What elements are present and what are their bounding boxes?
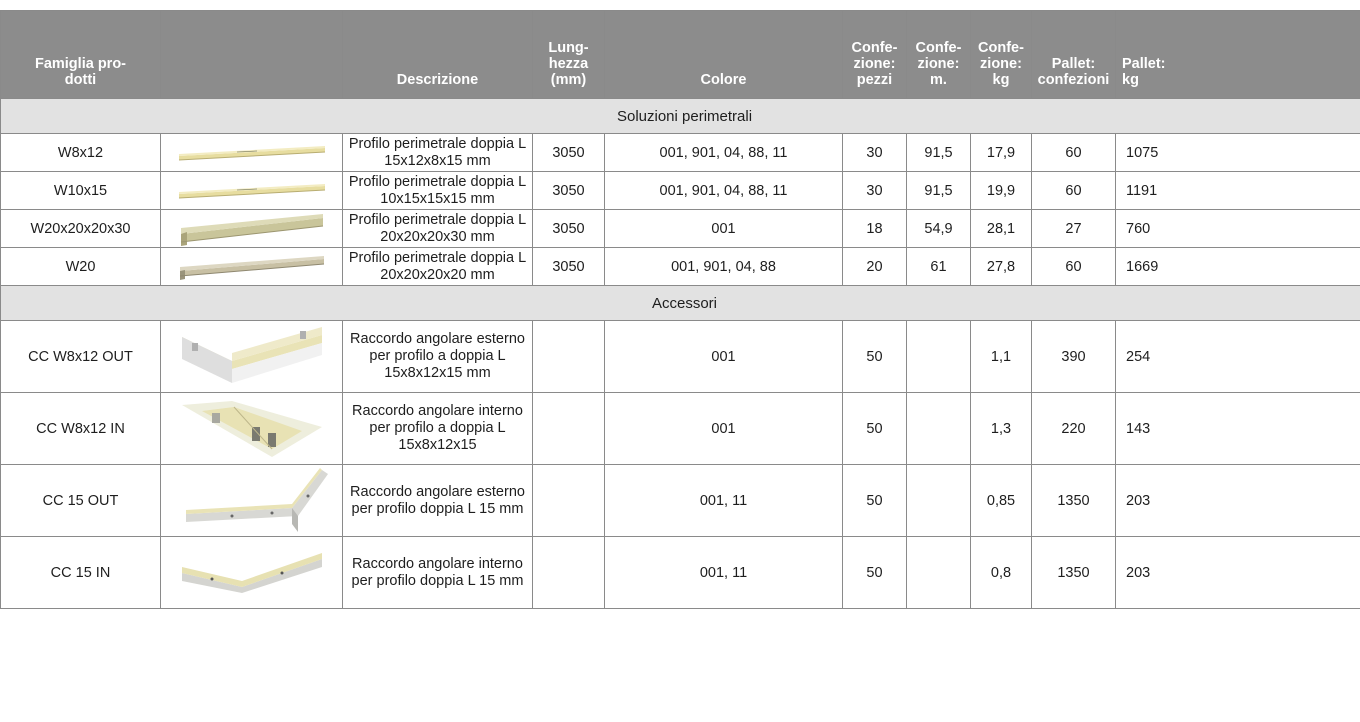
cell-lunghezza: 3050 [533, 134, 605, 172]
table-row [1, 321, 1360, 393]
cell-pallet-conf: 60 [1032, 248, 1116, 286]
cell-m [907, 393, 971, 465]
cell-lunghezza [533, 537, 605, 609]
cell-pezzi: 20 [843, 248, 907, 286]
cell-famiglia: CC W8x12 IN [1, 393, 161, 465]
table-header-row [1, 11, 1360, 99]
cell-descrizione: Raccordo angolare interno per profilo a doppia L 15x8x12x15 [343, 393, 533, 465]
inner-corner-15-image [161, 537, 343, 609]
header-descrizione: Descrizione [343, 11, 533, 99]
cell-colore: 001, 11 [605, 537, 843, 609]
cell-m [907, 321, 971, 393]
table-row [1, 465, 1360, 537]
profile-medium-grey-image [161, 248, 343, 286]
header-pallet-kg: Pallet: kg [1116, 11, 1360, 99]
header-conf-kg: Confe- zione: kg [971, 11, 1032, 99]
cell-pallet-conf: 1350 [1032, 537, 1116, 609]
cell-m [907, 537, 971, 609]
cell-pallet-conf: 60 [1032, 172, 1116, 210]
cell-pallet-conf: 27 [1032, 210, 1116, 248]
cell-m: 61 [907, 248, 971, 286]
cell-colore: 001, 901, 04, 88 [605, 248, 843, 286]
cell-famiglia: W20x20x20x30 [1, 210, 161, 248]
header-conf-pezzi: Confe- zione: pezzi [843, 11, 907, 99]
header-pallet-conf: Pallet: confezioni [1032, 11, 1116, 99]
cell-kg: 0,85 [971, 465, 1032, 537]
cell-kg: 0,8 [971, 537, 1032, 609]
header-conf-m: Confe- zione: m. [907, 11, 971, 99]
cell-famiglia: W8x12 [1, 134, 161, 172]
cell-pallet-conf: 220 [1032, 393, 1116, 465]
profile-thin-light-image [161, 134, 343, 172]
cell-pallet-conf: 390 [1032, 321, 1116, 393]
cell-pezzi: 50 [843, 465, 907, 537]
header-lunghezza: Lung- hezza (mm) [533, 11, 605, 99]
section-title: Accessori [1, 286, 1360, 321]
table-row [1, 537, 1360, 609]
cell-pezzi: 50 [843, 537, 907, 609]
cell-famiglia: CC W8x12 OUT [1, 321, 161, 393]
cell-lunghezza: 3050 [533, 210, 605, 248]
cell-m: 54,9 [907, 210, 971, 248]
outer-corner-15-image [161, 465, 343, 537]
cell-colore: 001, 11 [605, 465, 843, 537]
cell-pallet-conf: 1350 [1032, 465, 1116, 537]
table-row [1, 134, 1360, 172]
product-table [0, 10, 1360, 609]
outer-corner-connector-image [161, 321, 343, 393]
cell-colore: 001 [605, 393, 843, 465]
cell-kg: 19,9 [971, 172, 1032, 210]
section-title: Soluzioni perimetrali [1, 99, 1360, 134]
inner-corner-connector-image [161, 393, 343, 465]
profile-thin-light-image [161, 172, 343, 210]
cell-pallet-kg: 203 [1116, 465, 1360, 537]
section-row [1, 99, 1360, 134]
cell-colore: 001, 901, 04, 88, 11 [605, 134, 843, 172]
table-row [1, 210, 1360, 248]
cell-lunghezza: 3050 [533, 172, 605, 210]
cell-famiglia: W10x15 [1, 172, 161, 210]
cell-pezzi: 30 [843, 172, 907, 210]
cell-pallet-kg: 143 [1116, 393, 1360, 465]
header-image [161, 11, 343, 99]
profile-wide-olive-image [161, 210, 343, 248]
cell-colore: 001 [605, 210, 843, 248]
cell-pallet-conf: 60 [1032, 134, 1116, 172]
section-row [1, 286, 1360, 321]
cell-kg: 17,9 [971, 134, 1032, 172]
cell-pallet-kg: 1191 [1116, 172, 1360, 210]
cell-lunghezza: 3050 [533, 248, 605, 286]
cell-pezzi: 30 [843, 134, 907, 172]
cell-famiglia: CC 15 OUT [1, 465, 161, 537]
cell-lunghezza [533, 465, 605, 537]
cell-pallet-kg: 203 [1116, 537, 1360, 609]
cell-pallet-kg: 1075 [1116, 134, 1360, 172]
cell-descrizione: Profilo perimetrale doppia L 20x20x20x30 mm [343, 210, 533, 248]
cell-pezzi: 50 [843, 393, 907, 465]
header-famiglia: Famiglia pro- dotti [1, 11, 161, 99]
cell-famiglia: W20 [1, 248, 161, 286]
cell-descrizione: Raccordo angolare esterno per profilo doppia L 15 mm [343, 465, 533, 537]
cell-pezzi: 50 [843, 321, 907, 393]
header-colore: Colore [605, 11, 843, 99]
cell-colore: 001, 901, 04, 88, 11 [605, 172, 843, 210]
cell-pallet-kg: 1669 [1116, 248, 1360, 286]
cell-pallet-kg: 254 [1116, 321, 1360, 393]
cell-m: 91,5 [907, 172, 971, 210]
cell-famiglia: CC 15 IN [1, 537, 161, 609]
table-row [1, 248, 1360, 286]
cell-lunghezza [533, 321, 605, 393]
cell-pezzi: 18 [843, 210, 907, 248]
cell-pallet-kg: 760 [1116, 210, 1360, 248]
cell-descrizione: Profilo perimetrale doppia L 10x15x15x15 mm [343, 172, 533, 210]
cell-kg: 28,1 [971, 210, 1032, 248]
cell-m [907, 465, 971, 537]
cell-descrizione: Profilo perimetrale doppia L 20x20x20x20 mm [343, 248, 533, 286]
cell-m: 91,5 [907, 134, 971, 172]
table-row [1, 172, 1360, 210]
cell-kg: 1,3 [971, 393, 1032, 465]
cell-descrizione: Profilo perimetrale doppia L 15x12x8x15 mm [343, 134, 533, 172]
cell-colore: 001 [605, 321, 843, 393]
cell-descrizione: Raccordo angolare interno per profilo doppia L 15 mm [343, 537, 533, 609]
cell-kg: 27,8 [971, 248, 1032, 286]
table-row [1, 393, 1360, 465]
cell-descrizione: Raccordo angolare esterno per profilo a doppia L 15x8x12x15 mm [343, 321, 533, 393]
cell-kg: 1,1 [971, 321, 1032, 393]
cell-lunghezza [533, 393, 605, 465]
